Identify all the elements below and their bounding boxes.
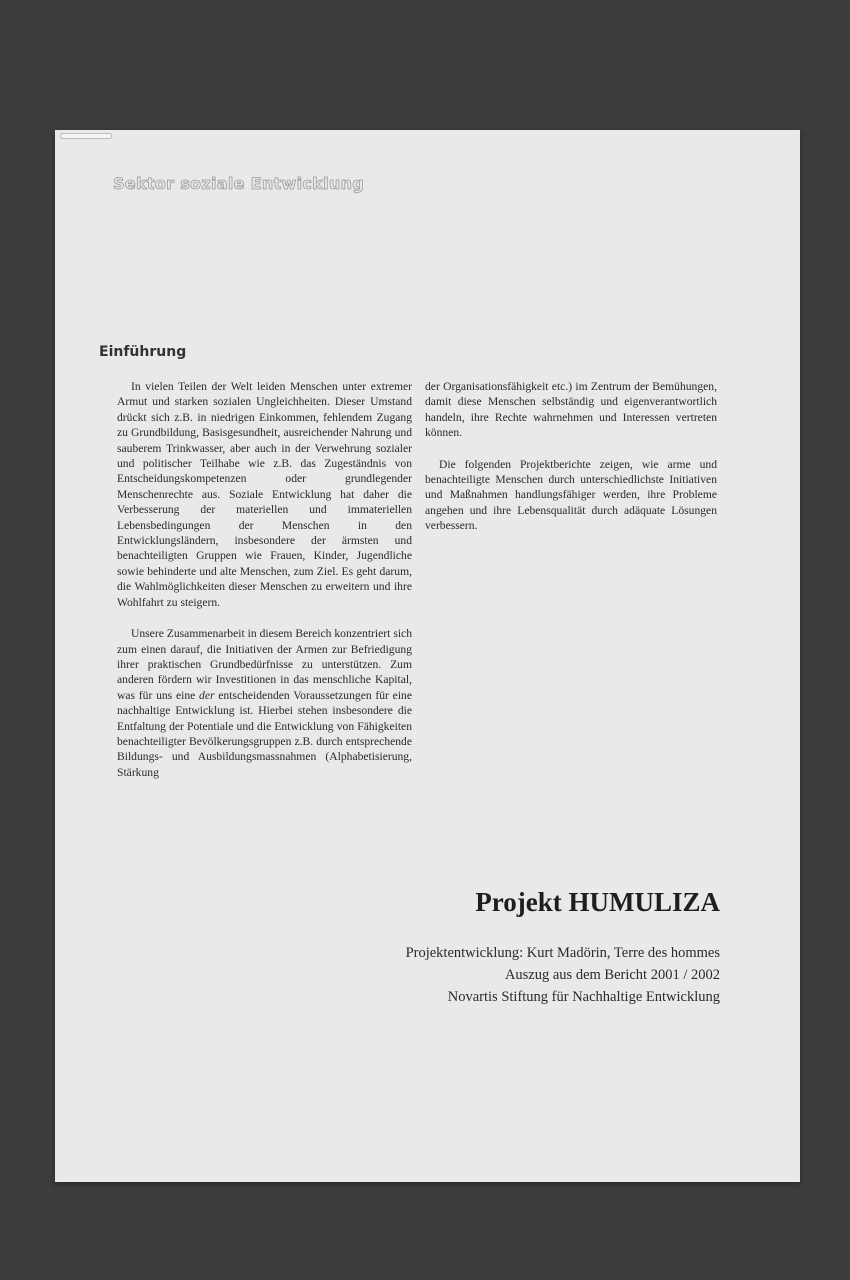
sector-header: Sektor soziale Entwicklung (113, 174, 365, 193)
paragraph: Die folgenden Projektberichte zeigen, wie arme und benachteiligte Menschen durch unterschiedlichste Initiativen und Maßnahmen handlungsfähiger werden, ihre Probleme angehen und ihre Lebensqualität durch adäquate Lösungen verbessern. (425, 457, 717, 533)
document-page (55, 130, 800, 1182)
right-text-column (425, 379, 717, 550)
paragraph: der Organisationsfähigkeit etc.) im Zentrum der Bemühungen, damit diese Menschen selbständig und eigenverantwortlich handeln, ihre Rechte wahrnehmen und Interessen vertreten können. (425, 380, 717, 440)
paragraph: In vielen Teilen der Welt leiden Menschen unter extremer Armut und starken sozialen Ungleichheiten. Dieser Umstand drückt sich z.B. in niedrigen Einkommen, fehlendem Zugang zu Grundbildung, Basisgesundheit, ausreichender Nahrung und sauberem Trinkwasser, aber auch in der Verwehrung sozialer und politischer Teilhabe wie z.B. das Zugeständnis von Entscheidungskompetenzen oder grundlegender Menschenrechte aus. Soziale Entwicklung hat daher die Verbesserung der materiellen und immateriellen Lebensbedingungen der Menschen in den Entwicklungsländern, insbesondere der ärmsten und benachteiligten Gruppen wie Frauen, Kinder, Jugendliche sowie behinderte und alte Menschen, zum Ziel. Es geht darum, die Wahlmöglichkeiten dieser Menschen zu erweitern und ihre Wohlfahrt zu steigern. (117, 380, 412, 609)
left-text-column (117, 379, 412, 796)
emphasis: der (199, 688, 215, 702)
paper-clip (60, 133, 112, 139)
project-title: Projekt HUMULIZA (475, 887, 720, 917)
text-run: Unsere Zusammenarbeit in diesem Bereich konzentriert sich zum einen darauf, die Initiativen der Armen zur Befriedigung ihrer praktischen Grundbedürfnisse zu unterstützen. Zum anderen fördern wir Investitionen in das menschliche Kapital, was für uns eine (117, 627, 412, 702)
credit-line: Auszug aus dem Bericht 2001 / 2002 (504, 967, 720, 983)
credit-line: Projektentwicklung: Kurt Madörin, Terre des hommes (405, 945, 720, 961)
credit-line: Novartis Stiftung für Nachhaltige Entwicklung (447, 989, 720, 1005)
paragraph (117, 626, 412, 780)
section-heading: Einführung (99, 344, 187, 360)
text-run: entscheidenden Voraussetzungen für eine nachhaltige Entwicklung ist. Hierbei stehen insbesondere die Entfaltung der Potentiale und die Entwicklung von Fähigkeiten benachteiligter Bevölkerungsgruppen z.B. durch entsprechende Bildungs- und Ausbildungsmassnahmen (Alphabetisierung, Stärkung (117, 688, 412, 779)
credits-block (406, 942, 720, 1008)
